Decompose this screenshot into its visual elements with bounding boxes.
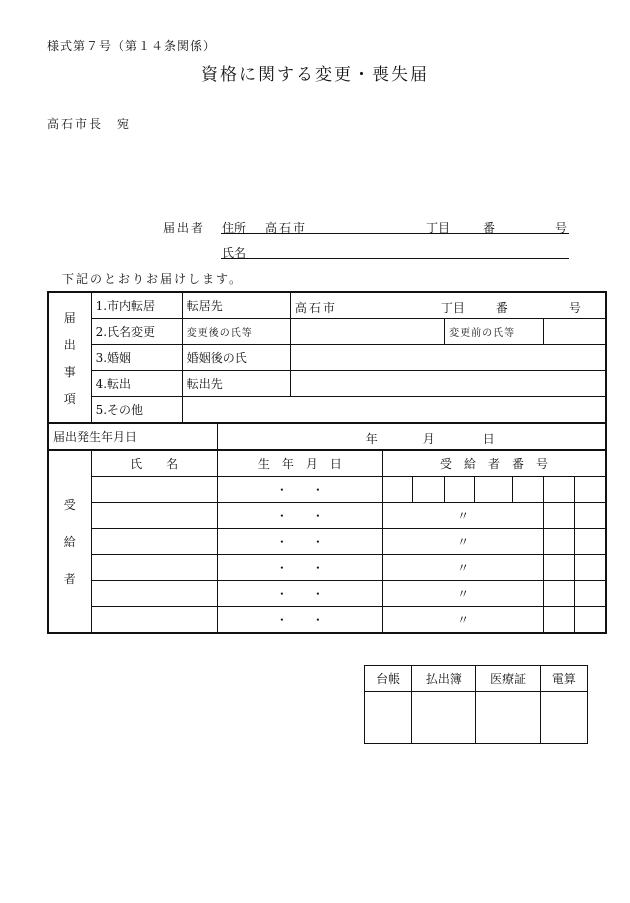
- number-digit[interactable]: [544, 607, 575, 634]
- recipient-birth-cell[interactable]: ・ ・: [217, 503, 382, 529]
- name-label: 氏名: [222, 246, 247, 260]
- stamp-header-computer: 電算: [540, 666, 587, 692]
- stamp-cell[interactable]: [476, 692, 540, 744]
- col-name-header: 氏 名: [91, 450, 217, 477]
- number-digit[interactable]: [575, 555, 606, 581]
- stamp-header-medical: 医療証: [476, 666, 540, 692]
- table-row: [48, 581, 606, 607]
- recipient-name-cell[interactable]: [91, 529, 217, 555]
- ditto-mark: 〃: [383, 607, 544, 634]
- move-out-address-field[interactable]: [290, 371, 606, 397]
- date-day: 日: [482, 432, 495, 446]
- ditto-mark: 〃: [383, 555, 544, 581]
- number-digit[interactable]: [475, 477, 513, 503]
- intro-text: 下記のとおりお届けします。: [62, 272, 244, 286]
- table-row: [48, 503, 606, 529]
- move-city: 高石市: [294, 301, 337, 315]
- date-month: 月: [422, 432, 435, 446]
- recipients-section-label: 受 給 者: [48, 450, 91, 633]
- item-marriage: 3.婚姻: [91, 345, 182, 371]
- form-number: 様式第７号（第１４条関係）: [47, 39, 217, 53]
- stamp-header-ledger: 台帳: [365, 666, 412, 692]
- item-name-change: 2.氏名変更: [91, 319, 182, 345]
- date-year: 年: [365, 432, 378, 446]
- table-row: [48, 555, 606, 581]
- address-chome: 丁目: [426, 221, 451, 235]
- stamp-header-payout: 払出簿: [412, 666, 476, 692]
- address-city: 高石市: [265, 221, 308, 235]
- addressee: 高石市長 宛: [47, 117, 132, 131]
- move-ban: 番: [495, 301, 508, 315]
- item-move-out-sub: 転出先: [182, 371, 290, 397]
- number-digit[interactable]: [445, 477, 475, 503]
- old-name-field[interactable]: [544, 319, 606, 345]
- move-chome: 丁目: [440, 301, 465, 315]
- recipient-birth-cell[interactable]: ・ ・: [217, 581, 382, 607]
- col-birth-header: 生 年 月 日: [217, 450, 382, 477]
- form-title: 資格に関する変更・喪失届: [201, 65, 429, 85]
- number-digit[interactable]: [575, 529, 606, 555]
- stamp-cell[interactable]: [412, 692, 476, 744]
- applicant-address-field[interactable]: [221, 219, 569, 234]
- recipient-birth-cell[interactable]: ・ ・: [217, 607, 382, 634]
- applicant-label: 届出者: [163, 221, 206, 235]
- applicant-name-field[interactable]: [221, 244, 569, 259]
- stamp-cell[interactable]: [540, 692, 587, 744]
- col-number-header: 受 給 者 番 号: [383, 450, 606, 477]
- item-move-sub: 転居先: [182, 292, 290, 319]
- date-label: 届出発生年月日: [48, 423, 217, 450]
- recipient-name-cell[interactable]: [91, 607, 217, 634]
- item-name-change-sub: 変更後の氏等: [182, 319, 290, 345]
- notification-table: [47, 291, 607, 634]
- recipient-name-cell[interactable]: [91, 503, 217, 529]
- recipient-name-cell[interactable]: [91, 555, 217, 581]
- number-digit[interactable]: [544, 477, 575, 503]
- recipient-name-cell[interactable]: [91, 477, 217, 503]
- recipient-birth-cell[interactable]: ・ ・: [217, 477, 382, 503]
- number-digit[interactable]: [575, 581, 606, 607]
- other-field[interactable]: [182, 397, 606, 424]
- item-marriage-sub: 婚姻後の氏: [182, 345, 290, 371]
- office-stamp-box: [364, 665, 588, 744]
- new-name-field[interactable]: [290, 319, 444, 345]
- stamp-cell[interactable]: [365, 692, 412, 744]
- date-field[interactable]: [217, 423, 606, 450]
- number-digit[interactable]: [544, 581, 575, 607]
- number-digit[interactable]: [413, 477, 445, 503]
- number-digit[interactable]: [544, 555, 575, 581]
- ditto-mark: 〃: [383, 529, 544, 555]
- address-go: 号: [555, 221, 568, 235]
- item-move-out: 4.転出: [91, 371, 182, 397]
- item-other: 5.その他: [91, 397, 182, 424]
- table-row: [48, 529, 606, 555]
- before-name-label: 変更前の氏等: [445, 319, 544, 345]
- ditto-mark: 〃: [383, 581, 544, 607]
- notification-section-label: 届 出 事 項: [48, 292, 91, 423]
- move-go: 号: [568, 301, 581, 315]
- address-ban: 番: [483, 221, 496, 235]
- number-digit[interactable]: [544, 503, 575, 529]
- number-digit[interactable]: [575, 477, 606, 503]
- table-row: [48, 477, 606, 503]
- number-digit[interactable]: [383, 477, 413, 503]
- married-name-field[interactable]: [290, 345, 606, 371]
- number-digit[interactable]: [544, 529, 575, 555]
- number-digit[interactable]: [575, 503, 606, 529]
- move-address-field[interactable]: [290, 292, 606, 319]
- table-row: [48, 607, 606, 634]
- item-move: 1.市内転居: [91, 292, 182, 319]
- number-digit[interactable]: [575, 607, 606, 634]
- address-label: 住所: [222, 221, 247, 235]
- recipient-name-cell[interactable]: [91, 581, 217, 607]
- recipient-birth-cell[interactable]: ・ ・: [217, 555, 382, 581]
- ditto-mark: 〃: [383, 503, 544, 529]
- number-digit[interactable]: [513, 477, 544, 503]
- recipient-birth-cell[interactable]: ・ ・: [217, 529, 382, 555]
